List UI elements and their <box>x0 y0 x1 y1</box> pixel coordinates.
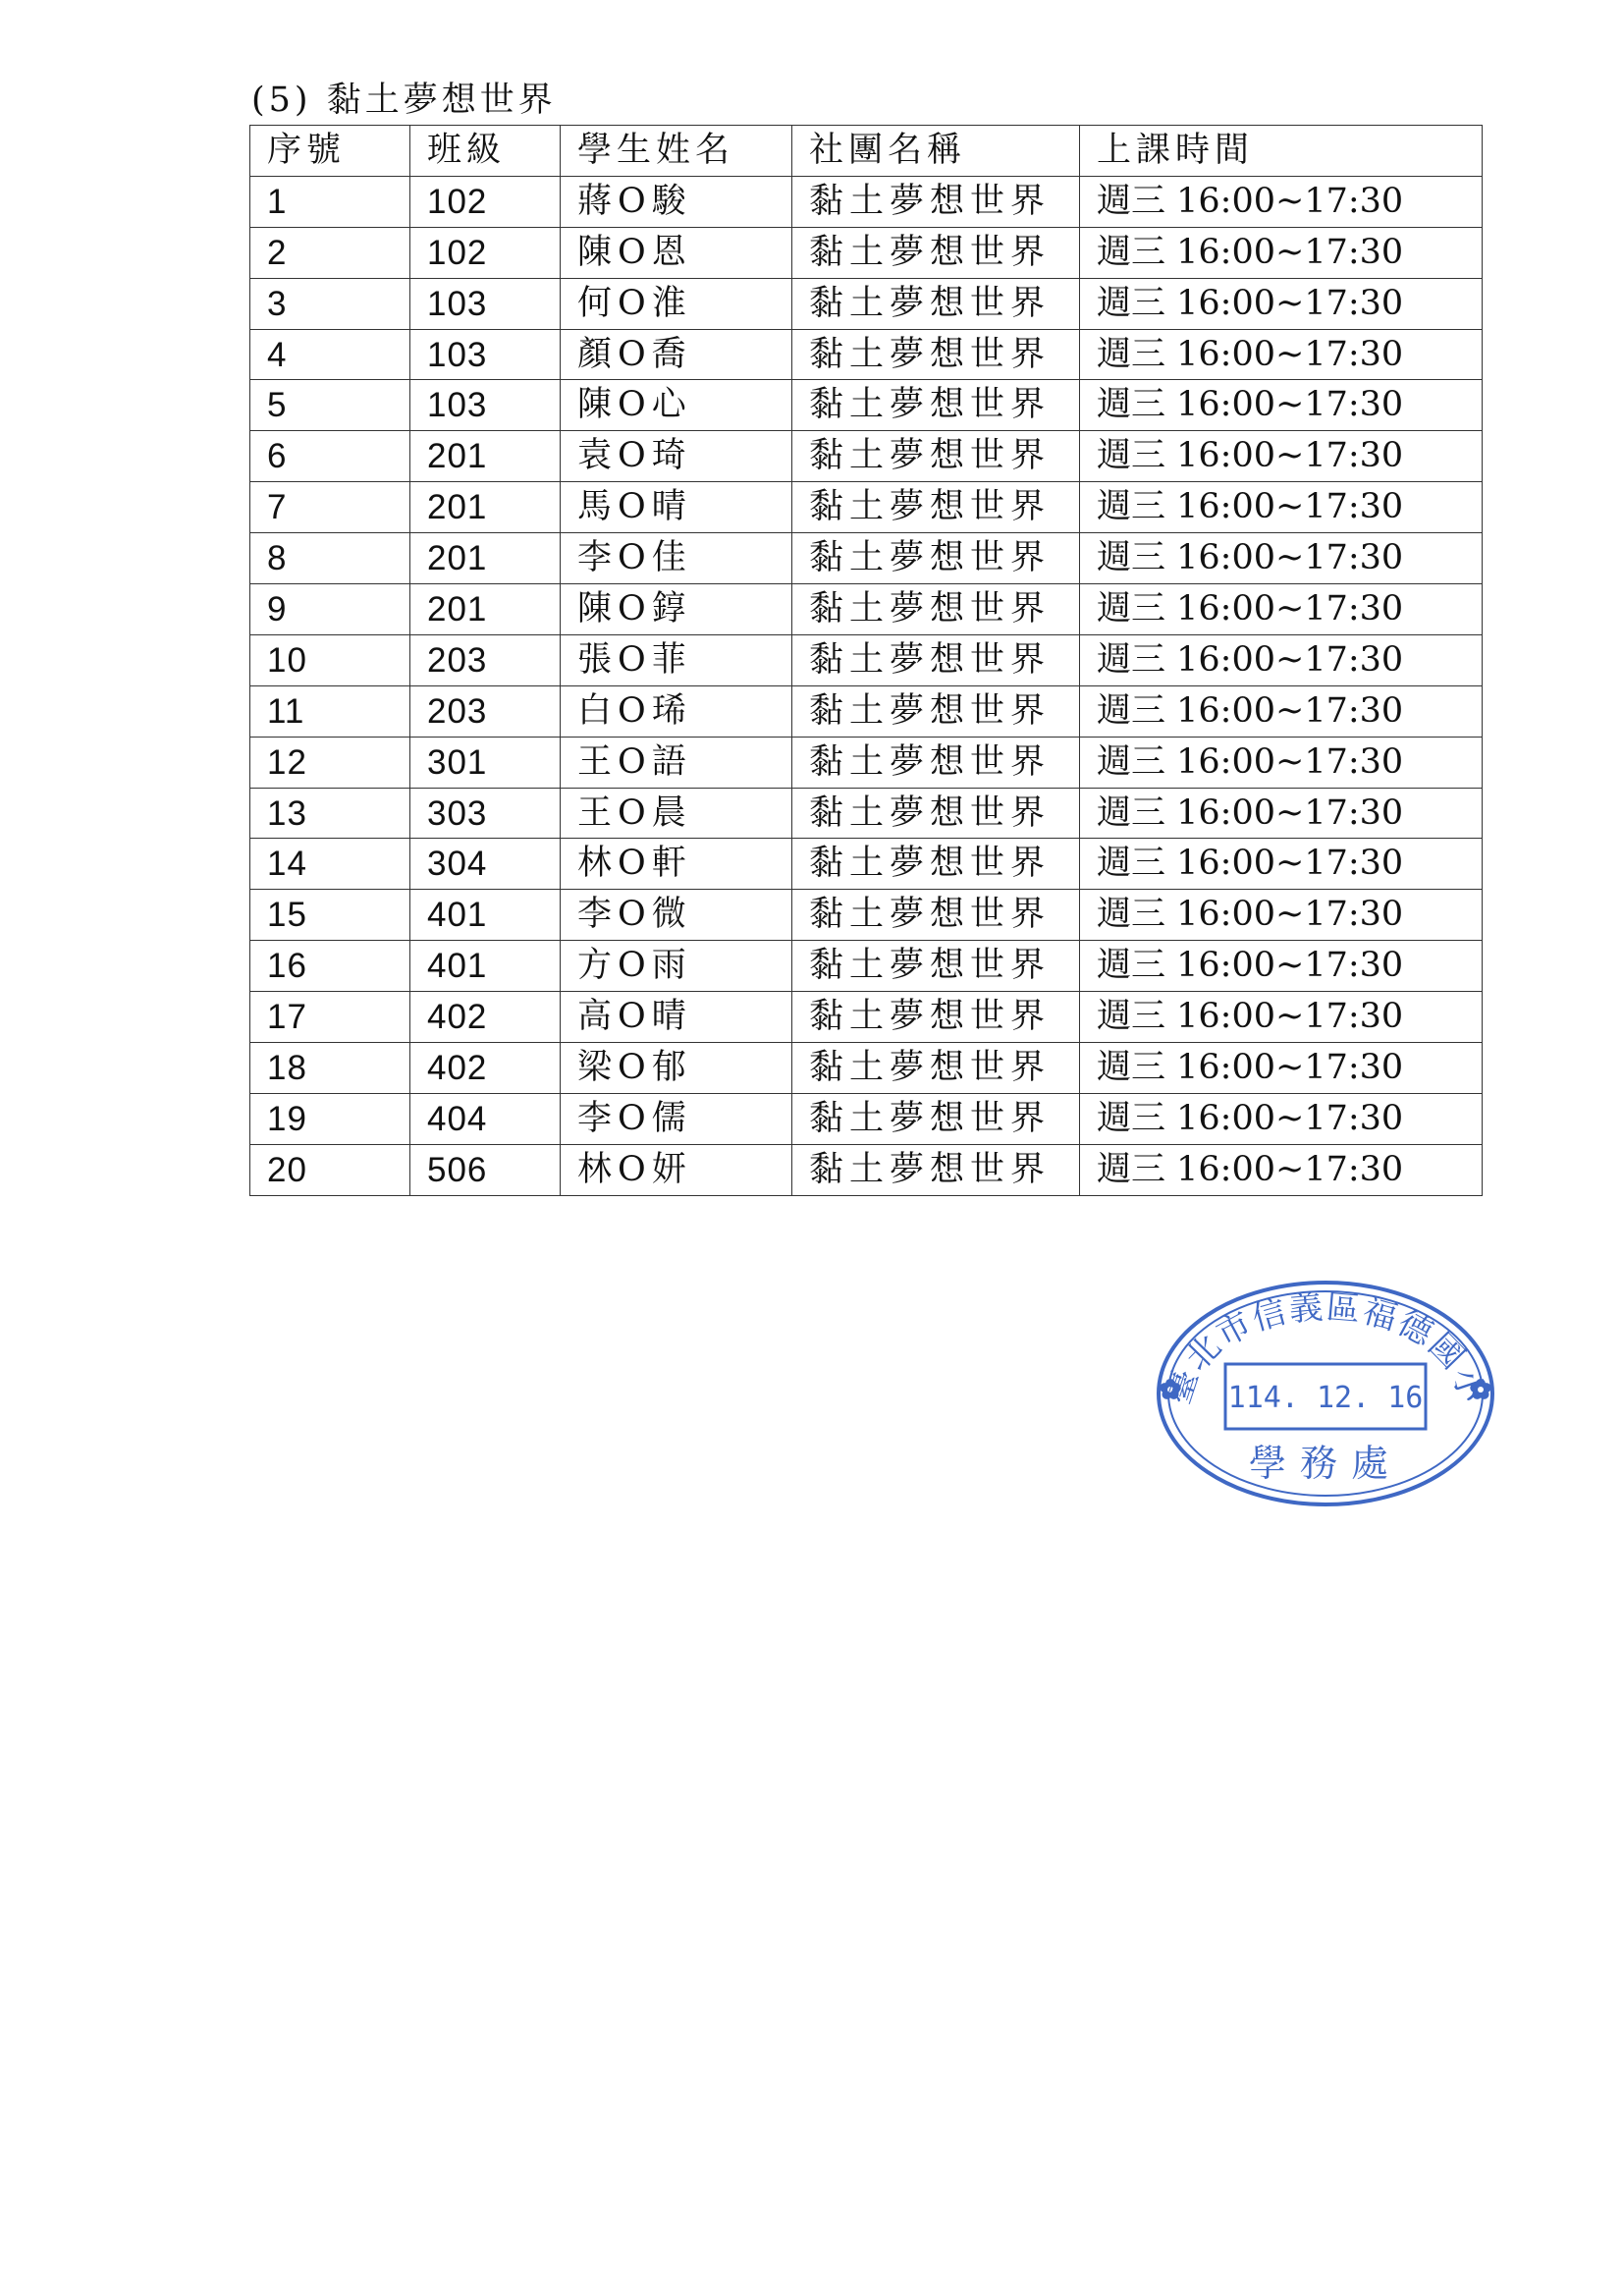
class-cell: 103 <box>410 380 561 431</box>
table-row <box>250 482 1483 533</box>
class-cell: 404 <box>410 1093 561 1144</box>
class-time-cell: 週三 16:00~17:30 <box>1080 685 1483 737</box>
club-name-cell: 黏土夢想世界 <box>792 176 1080 227</box>
serial-cell: 12 <box>250 737 410 788</box>
club-name-cell: 黏土夢想世界 <box>792 227 1080 278</box>
student-name-cell: 梁O郁 <box>561 1043 792 1094</box>
table-row <box>250 431 1483 482</box>
serial-cell: 8 <box>250 533 410 584</box>
club-name-cell: 黏土夢想世界 <box>792 685 1080 737</box>
class-cell: 402 <box>410 1043 561 1094</box>
student-name-cell: 白O琋 <box>561 685 792 737</box>
student-name-cell: 王O語 <box>561 737 792 788</box>
section-title: (5) 黏土夢想世界 <box>251 81 557 120</box>
table-row <box>250 1093 1483 1144</box>
class-cell: 301 <box>410 737 561 788</box>
student-name-cell: 方O雨 <box>561 941 792 992</box>
student-name-cell: 袁O琦 <box>561 431 792 482</box>
class-time-cell: 週三 16:00~17:30 <box>1080 431 1483 482</box>
table-row <box>250 533 1483 584</box>
serial-cell: 6 <box>250 431 410 482</box>
club-name-cell: 黏土夢想世界 <box>792 278 1080 329</box>
class-time-cell: 週三 16:00~17:30 <box>1080 788 1483 839</box>
class-cell: 103 <box>410 278 561 329</box>
student-name-cell: 王O晨 <box>561 788 792 839</box>
serial-cell: 10 <box>250 634 410 685</box>
class-time-cell: 週三 16:00~17:30 <box>1080 890 1483 941</box>
class-time-cell: 週三 16:00~17:30 <box>1080 1093 1483 1144</box>
student-name-cell: 馬O晴 <box>561 482 792 533</box>
class-time-cell: 週三 16:00~17:30 <box>1080 634 1483 685</box>
serial-cell: 13 <box>250 788 410 839</box>
table-row <box>250 737 1483 788</box>
header-club-name: 社團名稱 <box>792 126 1080 177</box>
class-time-cell: 週三 16:00~17:30 <box>1080 839 1483 890</box>
table-row <box>250 839 1483 890</box>
club-name-cell: 黏土夢想世界 <box>792 737 1080 788</box>
serial-cell: 15 <box>250 890 410 941</box>
class-cell: 401 <box>410 890 561 941</box>
serial-cell: 3 <box>250 278 410 329</box>
serial-cell: 11 <box>250 685 410 737</box>
class-cell: 304 <box>410 839 561 890</box>
table-row <box>250 788 1483 839</box>
table-row <box>250 941 1483 992</box>
table-row <box>250 176 1483 227</box>
club-name-cell: 黏土夢想世界 <box>792 788 1080 839</box>
class-time-cell: 週三 16:00~17:30 <box>1080 992 1483 1043</box>
student-name-cell: 陳O錞 <box>561 584 792 635</box>
student-name-cell: 蔣O駿 <box>561 176 792 227</box>
serial-cell: 17 <box>250 992 410 1043</box>
club-name-cell: 黏土夢想世界 <box>792 329 1080 380</box>
serial-cell: 20 <box>250 1144 410 1195</box>
club-name-cell: 黏土夢想世界 <box>792 890 1080 941</box>
class-time-cell: 週三 16:00~17:30 <box>1080 329 1483 380</box>
club-name-cell: 黏土夢想世界 <box>792 1144 1080 1195</box>
class-time-cell: 週三 16:00~17:30 <box>1080 737 1483 788</box>
header-student-name: 學生姓名 <box>561 126 792 177</box>
student-name-cell: 陳O心 <box>561 380 792 431</box>
class-time-cell: 週三 16:00~17:30 <box>1080 176 1483 227</box>
student-name-cell: 張O菲 <box>561 634 792 685</box>
table-row <box>250 380 1483 431</box>
table-row <box>250 685 1483 737</box>
serial-cell: 5 <box>250 380 410 431</box>
club-name-cell: 黏土夢想世界 <box>792 634 1080 685</box>
student-name-cell: 李O微 <box>561 890 792 941</box>
class-time-cell: 週三 16:00~17:30 <box>1080 482 1483 533</box>
class-time-cell: 週三 16:00~17:30 <box>1080 1144 1483 1195</box>
header-class: 班級 <box>410 126 561 177</box>
serial-cell: 9 <box>250 584 410 635</box>
class-cell: 102 <box>410 176 561 227</box>
table-row <box>250 1043 1483 1094</box>
table-header-row <box>250 126 1483 177</box>
club-name-cell: 黏土夢想世界 <box>792 992 1080 1043</box>
student-name-cell: 何O淮 <box>561 278 792 329</box>
student-name-cell: 李O儒 <box>561 1093 792 1144</box>
table-body <box>250 176 1483 1195</box>
student-name-cell: 顏O喬 <box>561 329 792 380</box>
stamp-arc-text: 臺北市信義區福德國小 <box>1159 1286 1492 1409</box>
table-row <box>250 1144 1483 1195</box>
table-row <box>250 634 1483 685</box>
serial-cell: 7 <box>250 482 410 533</box>
serial-cell: 4 <box>250 329 410 380</box>
class-cell: 506 <box>410 1144 561 1195</box>
class-cell: 303 <box>410 788 561 839</box>
table-row <box>250 227 1483 278</box>
club-name-cell: 黏土夢想世界 <box>792 941 1080 992</box>
serial-cell: 2 <box>250 227 410 278</box>
class-cell: 201 <box>410 533 561 584</box>
serial-cell: 1 <box>250 176 410 227</box>
stamp-office: 學務處 <box>1248 1442 1403 1485</box>
class-cell: 103 <box>410 329 561 380</box>
stamp-date: 114. 12. 16 <box>1227 1381 1424 1415</box>
class-time-cell: 週三 16:00~17:30 <box>1080 584 1483 635</box>
club-name-cell: 黏土夢想世界 <box>792 482 1080 533</box>
club-name-cell: 黏土夢想世界 <box>792 533 1080 584</box>
club-name-cell: 黏土夢想世界 <box>792 584 1080 635</box>
class-cell: 203 <box>410 685 561 737</box>
student-name-cell: 李O佳 <box>561 533 792 584</box>
club-name-cell: 黏土夢想世界 <box>792 1093 1080 1144</box>
class-cell: 201 <box>410 482 561 533</box>
table-row <box>250 992 1483 1043</box>
class-cell: 201 <box>410 584 561 635</box>
table-row <box>250 584 1483 635</box>
class-time-cell: 週三 16:00~17:30 <box>1080 941 1483 992</box>
table-row <box>250 278 1483 329</box>
club-name-cell: 黏土夢想世界 <box>792 380 1080 431</box>
class-cell: 203 <box>410 634 561 685</box>
student-name-cell: 林O妍 <box>561 1144 792 1195</box>
student-name-cell: 高O晴 <box>561 992 792 1043</box>
table-row <box>250 890 1483 941</box>
club-name-cell: 黏土夢想世界 <box>792 431 1080 482</box>
serial-cell: 16 <box>250 941 410 992</box>
class-time-cell: 週三 16:00~17:30 <box>1080 533 1483 584</box>
table-row <box>250 329 1483 380</box>
class-time-cell: 週三 16:00~17:30 <box>1080 227 1483 278</box>
serial-cell: 14 <box>250 839 410 890</box>
header-serial: 序號 <box>250 126 410 177</box>
student-name-cell: 陳O恩 <box>561 227 792 278</box>
class-cell: 402 <box>410 992 561 1043</box>
school-stamp <box>1149 1274 1498 1513</box>
club-name-cell: 黏土夢想世界 <box>792 839 1080 890</box>
class-time-cell: 週三 16:00~17:30 <box>1080 380 1483 431</box>
serial-cell: 18 <box>250 1043 410 1094</box>
class-cell: 401 <box>410 941 561 992</box>
header-class-time: 上課時間 <box>1080 126 1483 177</box>
class-time-cell: 週三 16:00~17:30 <box>1080 1043 1483 1094</box>
class-cell: 102 <box>410 227 561 278</box>
club-roster-table <box>249 125 1483 1196</box>
club-name-cell: 黏土夢想世界 <box>792 1043 1080 1094</box>
class-cell: 201 <box>410 431 561 482</box>
serial-cell: 19 <box>250 1093 410 1144</box>
student-name-cell: 林O軒 <box>561 839 792 890</box>
class-time-cell: 週三 16:00~17:30 <box>1080 278 1483 329</box>
